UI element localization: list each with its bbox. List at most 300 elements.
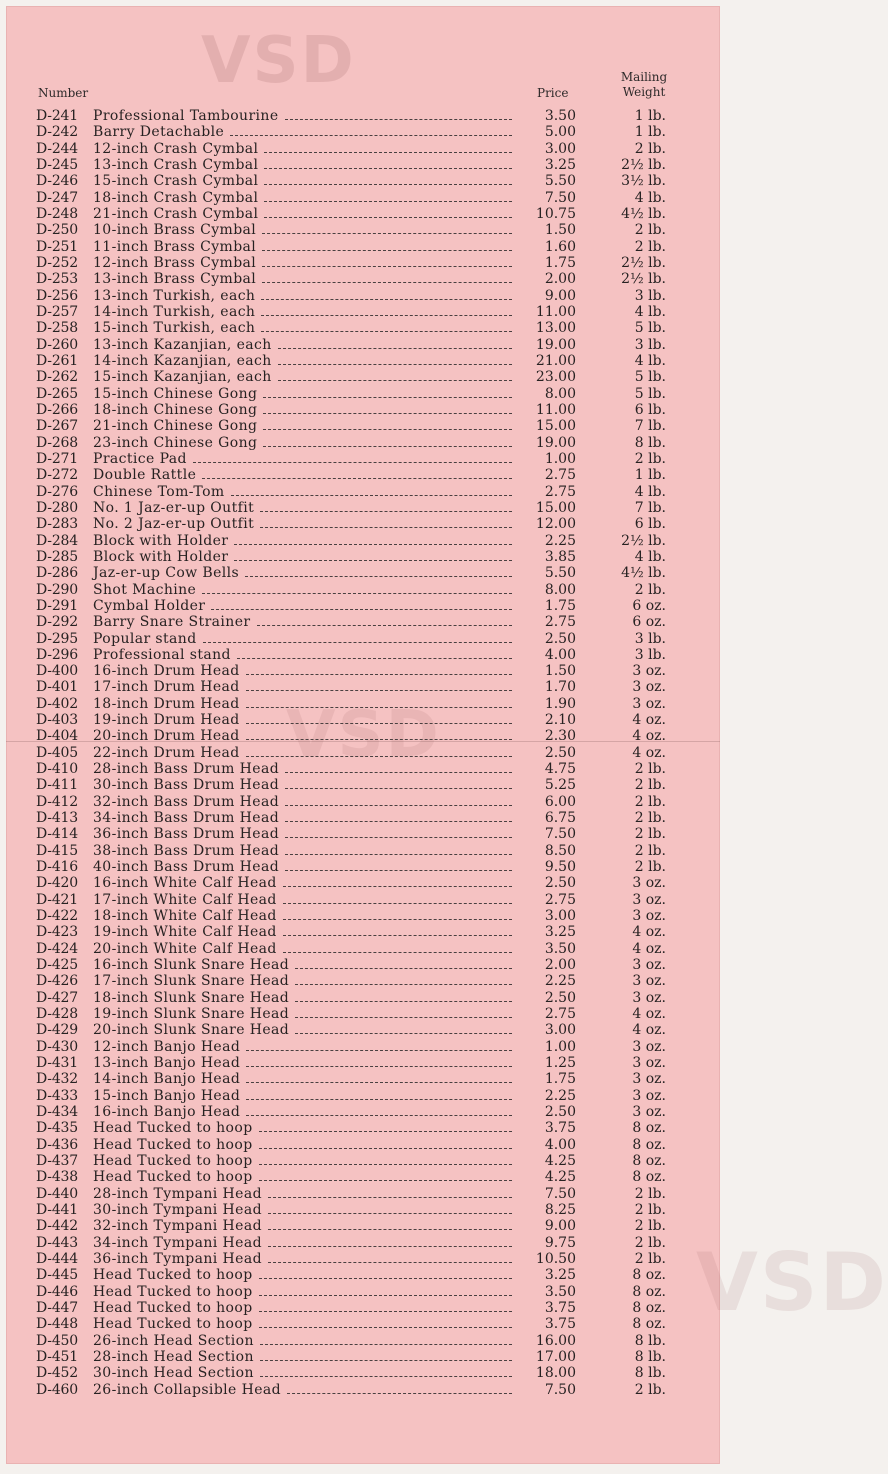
item-price: 2.50 [544,989,576,1006]
table-row [6,859,720,875]
item-mailing-weight: 6 oz. [632,597,666,614]
item-mailing-weight: 2½ lb. [621,532,666,549]
table-row [6,1251,720,1267]
item-number: D-295 [36,630,78,647]
item-description: 18-inch Crash Cymbal [93,189,259,206]
table-row [6,304,720,320]
dotted-leader [268,1197,512,1198]
item-price: 8.00 [544,581,576,598]
item-number: D-284 [36,532,78,549]
item-price: 4.75 [544,761,576,778]
table-row [6,1202,720,1218]
dotted-leader [259,1327,512,1328]
dotted-leader [260,527,512,528]
item-description: Shot Machine [93,581,197,598]
item-number: D-268 [36,434,78,451]
item-description: 26-inch Collapsible Head [93,1381,281,1398]
item-number: D-246 [36,173,78,190]
item-price: 2.50 [544,744,576,761]
item-number: D-242 [36,124,78,141]
item-mailing-weight: 4 oz. [632,1022,666,1039]
dotted-leader [260,1360,512,1361]
item-price: 2.75 [544,467,576,484]
item-price: 4.00 [544,1136,576,1153]
table-row [6,1104,720,1120]
item-mailing-weight: 8 oz. [632,1316,666,1333]
item-mailing-weight: 2 lb. [634,1250,666,1267]
item-number: D-446 [36,1283,78,1300]
item-price: 3.75 [544,1316,576,1333]
item-number: D-296 [36,646,78,663]
item-mailing-weight: 8 oz. [632,1136,666,1153]
dotted-leader [246,690,512,691]
dotted-leader [246,1050,512,1051]
item-price: 3.50 [544,1283,576,1300]
item-price: 2.25 [544,532,576,549]
item-mailing-weight: 7 lb. [634,418,666,435]
item-mailing-weight: 2½ lb. [621,271,666,288]
item-number: D-416 [36,859,78,876]
item-price: 1.70 [544,679,576,696]
dotted-leader [263,413,512,414]
item-mailing-weight: 3 oz. [632,973,666,990]
item-number: D-261 [36,352,78,369]
item-number: D-285 [36,548,78,565]
item-price: 1.50 [544,222,576,239]
item-mailing-weight: 3 oz. [632,679,666,696]
item-mailing-weight: 3 lb. [634,646,666,663]
item-number: D-283 [36,516,78,533]
item-description: 20-inch Drum Head [93,728,240,745]
dotted-leader [285,837,512,838]
item-description: 13-inch Banjo Head [93,1055,241,1072]
item-number: D-280 [36,499,78,516]
table-row [6,1349,720,1365]
price-list-sheet [6,6,888,1464]
table-row [6,1333,720,1349]
item-description: No. 1 Jaz-er-up Outfit [93,499,255,516]
item-description: 15-inch Kazanjian, each [93,369,272,386]
item-description: Practice Pad [93,450,187,467]
dotted-leader [234,544,512,545]
item-number: D-438 [36,1169,78,1186]
item-price: 23.00 [535,369,576,386]
dotted-leader [285,854,512,855]
item-number: D-401 [36,679,78,696]
item-description: 30-inch Head Section [93,1365,254,1382]
item-mailing-weight: 4 lb. [634,483,666,500]
dotted-leader [268,1229,512,1230]
dotted-leader [262,266,512,267]
item-description: 10-inch Brass Cymbal [93,222,257,239]
table-row [6,141,720,157]
dotted-leader [283,886,512,887]
dotted-leader [245,576,512,577]
item-mailing-weight: 1 lb. [634,124,666,141]
dotted-leader [295,1017,512,1018]
item-description: 16-inch Slunk Snare Head [93,957,290,974]
watermark: VSD [201,24,356,98]
table-row [6,1186,720,1202]
item-number: D-245 [36,156,78,173]
item-description: Barry Snare Strainer [93,614,251,631]
dotted-leader [278,348,512,349]
item-number: D-448 [36,1316,78,1333]
dotted-leader [261,299,512,300]
item-description: Jaz-er-up Cow Bells [93,565,240,582]
column-header-weight: Weight [622,85,666,99]
table-row [6,924,720,940]
item-mailing-weight: 3 oz. [632,875,666,892]
item-price: 19.00 [535,434,576,451]
table-row [6,941,720,957]
item-number: D-244 [36,140,78,157]
item-description: Head Tucked to hoop [93,1267,253,1284]
item-mailing-weight: 1 lb. [634,108,666,124]
item-mailing-weight: 8 oz. [632,1169,666,1186]
dotted-leader [278,364,512,365]
table-row [6,255,720,271]
item-price: 21.00 [535,352,576,369]
table-row [6,484,720,500]
item-mailing-weight: 2½ lb. [621,156,666,173]
item-price: 7.50 [544,826,576,843]
table-row [6,679,720,695]
item-mailing-weight: 1 lb. [634,467,666,484]
item-price: 2.25 [544,973,576,990]
table-row [6,337,720,353]
item-price: 17.00 [535,1348,576,1365]
item-number: D-442 [36,1218,78,1235]
item-description: 28-inch Tympani Head [93,1185,262,1202]
item-price: 11.00 [535,303,576,320]
table-row [6,271,720,287]
dotted-leader [211,609,512,610]
dotted-leader [259,1278,512,1279]
item-mailing-weight: 4½ lb. [621,565,666,582]
item-price: 2.75 [544,1006,576,1023]
item-description: 32-inch Tympani Head [93,1218,262,1235]
item-description: 14-inch Kazanjian, each [93,352,272,369]
item-description: Head Tucked to hoop [93,1316,253,1333]
item-number: D-291 [36,597,78,614]
item-mailing-weight: 4 oz. [632,728,666,745]
item-number: D-400 [36,663,78,680]
fold-crease [6,741,720,742]
item-number: D-420 [36,875,78,892]
dotted-leader [246,674,512,675]
item-price: 1.75 [544,254,576,271]
item-description: 32-inch Bass Drum Head [93,793,280,810]
table-row [6,973,720,989]
item-description: 16-inch White Calf Head [93,875,277,892]
dotted-leader [268,1262,512,1263]
item-mailing-weight: 2 lb. [634,1381,666,1398]
item-description: 16-inch Drum Head [93,663,240,680]
table-row [6,582,720,598]
item-price: 3.75 [544,1120,576,1137]
item-mailing-weight: 4 oz. [632,1006,666,1023]
dotted-leader [202,593,512,594]
dotted-leader [268,1246,512,1247]
dotted-leader [264,217,512,218]
item-description: 17-inch White Calf Head [93,891,277,908]
table-row [6,826,720,842]
item-number: D-434 [36,1104,78,1121]
item-price: 3.00 [544,908,576,925]
item-number: D-403 [36,712,78,729]
watermark: VSD [286,698,441,772]
item-price: 10.75 [535,205,576,222]
item-mailing-weight: 3 oz. [632,1087,666,1104]
item-number: D-452 [36,1365,78,1382]
price-table [6,108,720,1398]
item-description: 20-inch White Calf Head [93,940,277,957]
item-number: D-290 [36,581,78,598]
dotted-leader [246,1115,512,1116]
item-number: D-440 [36,1185,78,1202]
item-price: 2.10 [544,712,576,729]
dotted-leader [261,331,512,332]
item-mailing-weight: 8 oz. [632,1299,666,1316]
table-row [6,157,720,173]
item-price: 1.60 [544,238,576,255]
table-row [6,892,720,908]
item-number: D-450 [36,1332,78,1349]
table-row [6,712,720,728]
item-mailing-weight: 3 oz. [632,1055,666,1072]
item-number: D-427 [36,989,78,1006]
item-description: 19-inch Drum Head [93,712,240,729]
item-price: 19.00 [535,336,576,353]
item-price: 8.00 [544,385,576,402]
item-description: 26-inch Head Section [93,1332,254,1349]
item-number: D-423 [36,924,78,941]
item-mailing-weight: 8 oz. [632,1120,666,1137]
item-price: 2.75 [544,614,576,631]
item-number: D-405 [36,744,78,761]
item-description: 28-inch Bass Drum Head [93,761,280,778]
item-description: 18-inch Drum Head [93,695,240,712]
item-price: 3.25 [544,924,576,941]
table-row [6,190,720,206]
item-price: 1.00 [544,1038,576,1055]
item-description: 13-inch Turkish, each [93,287,256,304]
item-description: 13-inch Brass Cymbal [93,271,257,288]
item-mailing-weight: 6 oz. [632,614,666,631]
item-description: Popular stand [93,630,197,647]
item-price: 9.00 [544,1218,576,1235]
dotted-leader [268,1213,512,1214]
item-description: 28-inch Head Section [93,1348,254,1365]
item-mailing-weight: 4 oz. [632,744,666,761]
dotted-leader [246,1066,512,1067]
item-mailing-weight: 8 lb. [634,1365,666,1382]
item-description: 13-inch Kazanjian, each [93,336,272,353]
dotted-leader [285,119,512,120]
table-row [6,1300,720,1316]
table-row [6,402,720,418]
item-mailing-weight: 3 oz. [632,695,666,712]
item-number: D-437 [36,1153,78,1169]
item-description: 36-inch Tympani Head [93,1250,262,1267]
table-row [6,435,720,451]
dotted-leader [257,625,512,626]
dotted-leader [295,1001,512,1002]
item-mailing-weight: 7 lb. [634,499,666,516]
item-number: D-248 [36,205,78,222]
item-description: 21-inch Crash Cymbal [93,205,259,222]
item-mailing-weight: 8 oz. [632,1283,666,1300]
item-description: 17-inch Drum Head [93,679,240,696]
item-number: D-430 [36,1038,78,1055]
item-number: D-260 [36,336,78,353]
table-row [6,1088,720,1104]
table-row [6,794,720,810]
item-number: D-292 [36,614,78,631]
item-number: D-257 [36,303,78,320]
dotted-leader [283,919,512,920]
item-price: 2.50 [544,875,576,892]
table-row [6,239,720,255]
item-description: 18-inch Chinese Gong [93,401,258,418]
item-number: D-433 [36,1087,78,1104]
dotted-leader [261,315,512,316]
item-mailing-weight: 4 lb. [634,303,666,320]
item-number: D-431 [36,1055,78,1072]
item-price: 18.00 [535,1365,576,1382]
dotted-leader [246,1099,512,1100]
dotted-leader [260,1344,512,1345]
table-row [6,745,720,761]
item-number: D-422 [36,908,78,925]
column-header-number: Number [38,86,89,100]
dotted-leader [285,821,512,822]
table-row [6,663,720,679]
item-number: D-451 [36,1348,78,1365]
item-mailing-weight: 3 lb. [634,287,666,304]
item-mailing-weight: 3 lb. [634,336,666,353]
item-number: D-424 [36,940,78,957]
item-number: D-428 [36,1006,78,1023]
item-price: 15.00 [535,499,576,516]
dotted-leader [237,658,512,659]
item-number: D-252 [36,254,78,271]
item-number: D-410 [36,761,78,778]
table-row [6,451,720,467]
table-row [6,549,720,565]
item-price: 2.50 [544,630,576,647]
item-description: 15-inch Turkish, each [93,320,256,337]
table-row [6,1316,720,1332]
item-mailing-weight: 2 lb. [634,140,666,157]
dotted-leader [203,642,512,643]
item-mailing-weight: 5 lb. [634,369,666,386]
dotted-leader [283,935,512,936]
item-number: D-426 [36,973,78,990]
table-row [6,1267,720,1283]
table-row [6,386,720,402]
dotted-leader [230,135,512,136]
item-mailing-weight: 2½ lb. [621,254,666,271]
table-row [6,1235,720,1251]
item-description: Double Rattle [93,467,197,484]
item-mailing-weight: 2 lb. [634,793,666,810]
item-mailing-weight: 3 oz. [632,663,666,680]
item-price: 6.00 [544,793,576,810]
table-row [6,1153,720,1169]
item-price: 2.00 [544,957,576,974]
item-number: D-460 [36,1381,78,1398]
item-price: 9.75 [544,1234,576,1251]
table-row [6,533,720,549]
item-price: 15.00 [535,418,576,435]
item-price: 10.50 [535,1250,576,1267]
item-mailing-weight: 3 oz. [632,891,666,908]
item-mailing-weight: 2 lb. [634,450,666,467]
item-mailing-weight: 3 oz. [632,1104,666,1121]
item-price: 1.90 [544,695,576,712]
table-row [6,631,720,647]
dotted-leader [259,1295,512,1296]
dotted-leader [295,1033,512,1034]
table-row [6,124,720,140]
item-description: 19-inch White Calf Head [93,924,277,941]
dotted-leader [202,478,512,479]
dotted-leader [264,184,512,185]
item-price: 3.50 [544,940,576,957]
table-row [6,173,720,189]
table-row [6,761,720,777]
item-description: Barry Detachable [93,124,225,141]
item-mailing-weight: 4 oz. [632,712,666,729]
table-row [6,1169,720,1185]
item-mailing-weight: 2 lb. [634,826,666,843]
item-mailing-weight: 4 lb. [634,352,666,369]
item-mailing-weight: 2 lb. [634,777,666,794]
item-description: Head Tucked to hoop [93,1153,253,1169]
item-description: 21-inch Chinese Gong [93,418,258,435]
table-row [6,598,720,614]
table-row [6,1218,720,1234]
table-row [6,908,720,924]
dotted-leader [259,1311,512,1312]
item-price: 2.50 [544,1104,576,1121]
item-description: 15-inch Crash Cymbal [93,173,259,190]
table-row [6,288,720,304]
item-mailing-weight: 8 oz. [632,1153,666,1169]
item-number: D-413 [36,810,78,827]
item-description: Head Tucked to hoop [93,1169,253,1186]
item-price: 9.00 [544,287,576,304]
table-row [6,990,720,1006]
item-number: D-286 [36,565,78,582]
item-mailing-weight: 4 oz. [632,924,666,941]
item-mailing-weight: 3½ lb. [621,173,666,190]
item-description: 19-inch Slunk Snare Head [93,1006,290,1023]
dotted-leader [259,1148,512,1149]
item-description: Block with Holder [93,532,229,549]
item-mailing-weight: 2 lb. [634,859,666,876]
dotted-leader [262,282,512,283]
dotted-leader [260,511,512,512]
item-number: D-256 [36,287,78,304]
item-description: 16-inch Banjo Head [93,1104,241,1121]
item-price: 3.25 [544,156,576,173]
item-number: D-421 [36,891,78,908]
item-number: D-272 [36,467,78,484]
item-description: 23-inch Chinese Gong [93,434,258,451]
